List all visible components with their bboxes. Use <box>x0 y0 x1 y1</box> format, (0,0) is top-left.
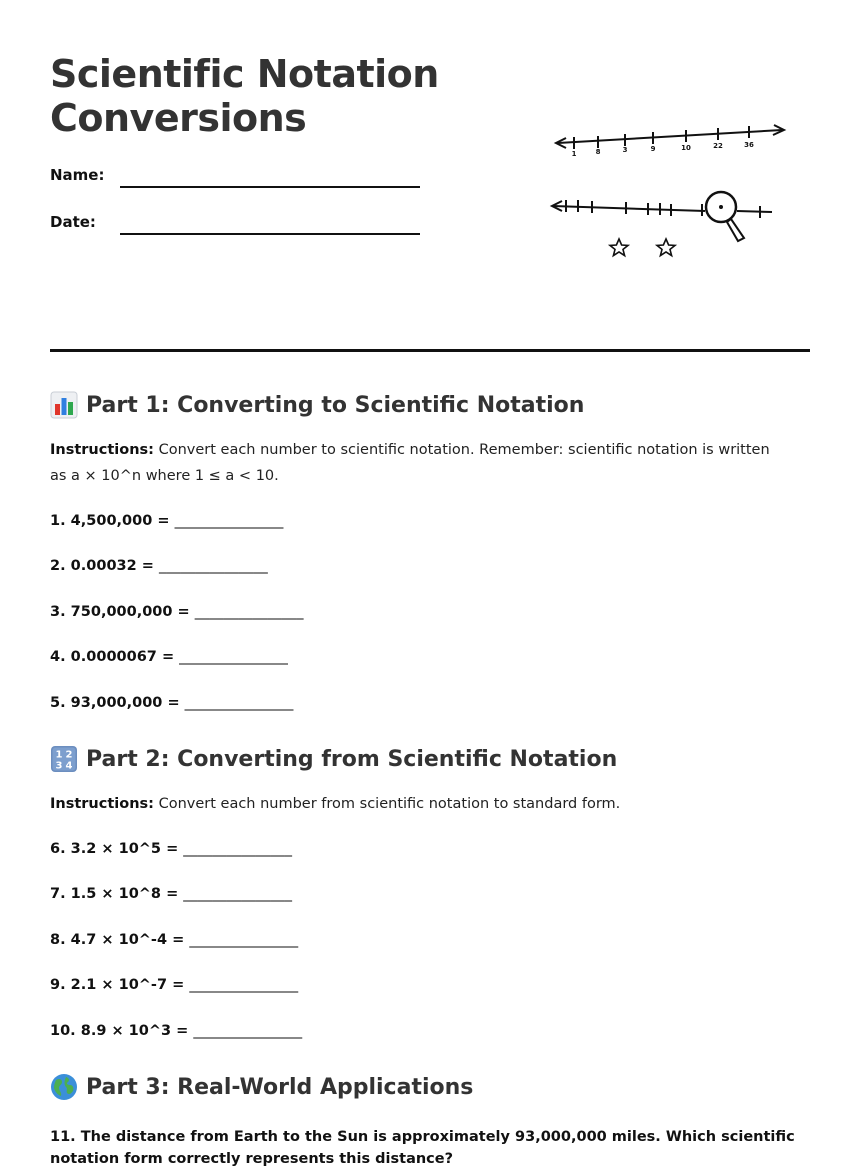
svg-text:3: 3 <box>55 760 63 772</box>
question-2: 2. 0.00032 = _______________ <box>50 558 268 574</box>
answer-blank[interactable]: _______________ <box>184 695 294 711</box>
part-3-section <box>50 1071 810 1103</box>
numbers-icon <box>50 745 78 773</box>
question-8: 8. 4.7 × 10^-4 = _______________ <box>50 932 299 948</box>
tick-label: 10 <box>681 144 691 152</box>
tick-label: 22 <box>713 142 723 150</box>
name-field[interactable] <box>120 186 420 188</box>
section-divider <box>50 349 810 352</box>
date-field[interactable] <box>120 233 420 235</box>
question-4: 4. 0.0000067 = _______________ <box>50 649 288 665</box>
title-line-2: Conversions <box>50 96 307 140</box>
answer-blank[interactable]: _______________ <box>193 1023 303 1039</box>
tick-label: 36 <box>744 141 754 149</box>
question-9: 9. 2.1 × 10^-7 = _______________ <box>50 977 299 993</box>
star-icon <box>610 239 628 256</box>
answer-blank[interactable]: _______________ <box>189 932 299 948</box>
part-1-section <box>50 389 810 421</box>
star-icon <box>657 239 675 256</box>
instructions-label: Instructions: <box>50 442 154 458</box>
tick-label: 9 <box>650 145 656 153</box>
part-1-title: Part 1: Converting to Scientific Notation <box>86 392 585 418</box>
question-7: 7. 1.5 × 10^8 = _______________ <box>50 886 293 902</box>
question-5: 5. 93,000,000 = _______________ <box>50 695 294 711</box>
part-3-heading <box>50 1071 810 1103</box>
answer-blank[interactable]: _______________ <box>179 649 288 665</box>
answer-blank[interactable]: _______________ <box>158 558 268 574</box>
name-label: Name: <box>50 166 105 184</box>
tick-label: 3 <box>622 146 628 154</box>
answer-blank[interactable]: _______________ <box>194 604 304 620</box>
part-1-heading <box>50 389 810 421</box>
magnifier-dot <box>719 205 723 209</box>
tick-label: 8 <box>595 148 601 156</box>
question-1: 1. 4,500,000 = _______________ <box>50 513 284 529</box>
question-10: 10. 8.9 × 10^3 = _______________ <box>50 1023 303 1039</box>
star-icons <box>610 239 675 256</box>
answer-blank[interactable]: _______________ <box>183 886 293 902</box>
instructions-label: Instructions: <box>50 796 154 812</box>
svg-text:1: 1 <box>55 749 63 761</box>
part-3-title: Part 3: Real-World Applications <box>86 1074 474 1100</box>
date-label: Date: <box>50 213 96 231</box>
bar-chart-icon <box>50 391 78 419</box>
instructions-text: Convert each number to scientific notation. Remember: scientific notation is written as a × 10^n where 1 ≤ a < 10. <box>50 442 770 484</box>
instructions-text: Convert each number from scientific notation to standard form. <box>158 796 621 812</box>
part-1-instructions <box>50 437 790 489</box>
answer-blank[interactable]: _______________ <box>174 513 284 529</box>
question-11: 11. The distance from Earth to the Sun is approximately 93,000,000 miles. Which scientific notation form correctly represents this distance? <box>50 1129 795 1167</box>
globe-icon <box>50 1073 78 1101</box>
svg-text:4: 4 <box>65 760 73 772</box>
question-3: 3. 750,000,000 = _______________ <box>50 604 304 620</box>
part-2-title: Part 2: Converting from Scientific Notation <box>86 746 618 772</box>
part-2-section <box>50 743 810 775</box>
page-title <box>50 52 439 140</box>
number-line-illustration <box>540 110 800 270</box>
title-line-1: Scientific Notation <box>50 52 439 96</box>
question-6: 6. 3.2 × 10^5 = _______________ <box>50 841 293 857</box>
magnifier-icon <box>706 192 744 241</box>
answer-blank[interactable]: _______________ <box>183 841 293 857</box>
part-2-instructions <box>50 791 790 817</box>
number-line-bottom <box>552 200 772 218</box>
svg-text:2: 2 <box>65 749 73 761</box>
part-2-heading <box>50 743 810 775</box>
tick-label: 1 <box>571 150 577 158</box>
answer-blank[interactable]: _______________ <box>189 977 299 993</box>
